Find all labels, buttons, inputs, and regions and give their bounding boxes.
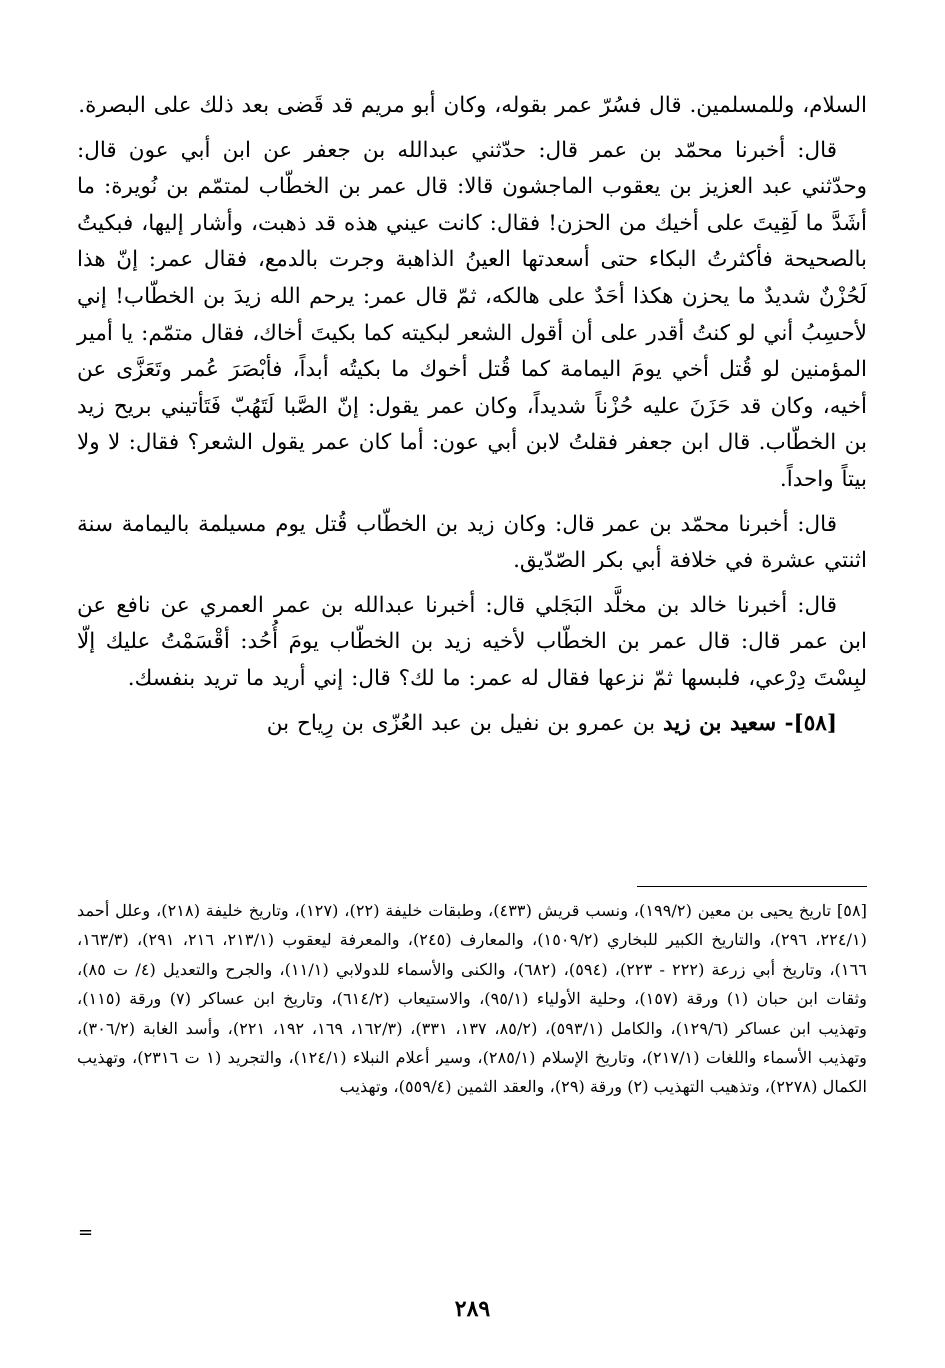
- biography-text: بن عمرو بن نفيل بن عبد العُزّى بن رِياح بن: [266, 710, 663, 736]
- main-text: [77, 88, 867, 750]
- paragraph: قال: أخبرنا محمّد بن عمر قال: وكان زيد بن الخطّاب قُتل يوم مسيلمة باليمامة سنة اثنتي عشرة في خلافة أبي بكر الصّدّيق.: [77, 511, 867, 574]
- footnote-separator: [637, 886, 867, 887]
- paragraph: قال: أخبرنا خالد بن مخلَّد البَجَلي قال: أخبرنا عبدالله بن عمر العمري عن نافع عن ابن عمر قال: قال عمر بن الخطّاب لأخيه زيد بن الخطّاب يومَ أُحُد: أقْسَمْتُ عليك إلّا لبِسْتَ دِرْعي، فلبسها ثمّ نزعها فقال له عمر: ما لك؟ قال: إني أريد ما تريد بنفسك.: [77, 592, 867, 691]
- paragraph: قال: أخبرنا محمّد بن عمر قال: حدّثني عبدالله بن جعفر عن ابن أبي عون قال: وحدّثني عبد العزيز بن يعقوب الماجشون قالا: قال عمر بن الخطّاب لمتمّم بن نُويرة: ما أشَدَّ ما لَقِيتَ على أخيك من الحزن! فقال: كانت عيني هذه قد ذهبت، وأشار إليها، فبكيتُ بالصحيحة فأكثرتُ البكاء حتى أسعدتها العينُ الذاهبة وجرت بالدمع، فقال عمر: إنّ هذا لَحُزْنٌ شديدٌ ما يحزن هكذا أحَدٌ على هالكه، ثمّ قال عمر: يرحم الله زيدَ بن الخطّاب! إني لأحسِبُ أني لو كنتُ أقدر على أن أقول الشعر لبكيته كما بكيتَ أخاك، فقال متمّم: يا أمير المؤمنين لو قُتل أخي يومَ اليمامة كما قُتل أخوك ما بكيتُه أبداً، فأبْصَرَ عُمر وتَعَزَّى عن أخيه، وكان قد حَزَنَ عليه حُزْناً شديداً، وكان عمر يقول: إنّ الصَّبا لَتَهُبّ فَتَأتيني بريح زيد بن الخطّاب. قال ابن جعفر فقلتُ لابن أبي عون: أما كان عمر يقول الشعر؟ فقال: لا ولا بيتاً واحداً.: [77, 137, 867, 492]
- paragraph: السلام، وللمسلمين. قال فسُرّ عمر بقوله، وكان أبو مريم قد قَضى بعد ذلك على البصرة.: [78, 93, 867, 118]
- footnotes: [77, 896, 867, 1102]
- continuation-mark: =: [78, 1222, 94, 1243]
- footnote: [٥٨] تاريخ يحيى بن معين (١٩٩/٢)، ونسب قريش (٤٣٣)، وطبقات خليفة (٢٢)، (١٢٧)، وتاريخ خليفة (٢١٨)، وعلل أحمد (٢٢٤/١، ٢٩٦)، والتاريخ الكبير للبخاري (١٥٠٩/٢)، والمعارف (٢٤٥)، والمعرفة ليعقوب (٢١٣/١، ٢١٦، ٢٩١)، (١٦٣/٣، ١٦٦)، وتاريخ أبي زرعة (٢٢٢ - ٢٢٣)، (٥٩٤)، (٦٨٢)، والكنى والأسماء للدولابي (١١/١)، والجرح والتعديل (٤/ ت ٨٥)، وثقات ابن حبان (١) ورقة (١٥٧)، وحلية الأولياء (٩٥/١)، والاستيعاب (٦١٤/٢)، وتاريخ ابن عساكر (٧) ورقة (١١٥)، وتهذيب ابن عساكر (١٢٩/٦)، والكامل (٥٩٣/١)، (٨٥/٢، ١٣٧، ٣٣١)، (١٦٢/٣، ١٦٩، ١٩٢، ٢٢١)، وأسد الغابة (٣٠٦/٢)، وتهذيب الأسماء واللغات (٢١٧/١)، وتاريخ الإسلام (٢٨٥/١)، وسير أعلام النبلاء (١٢٤/١)، والتجريد (١ ت ٢٣١٦)، وتهذيب الكمال (٢٢٧٨)، وتذهيب التهذيب (٢) ورقة (٢٩)، والعقد الثمين (٥٥٩/٤)، وتهذيب: [77, 901, 868, 1097]
- biography-label: [٥٨]- سعيد بن زيد: [662, 710, 837, 736]
- page-number: ٢٨٩: [454, 1296, 491, 1322]
- biography-heading: [77, 706, 867, 743]
